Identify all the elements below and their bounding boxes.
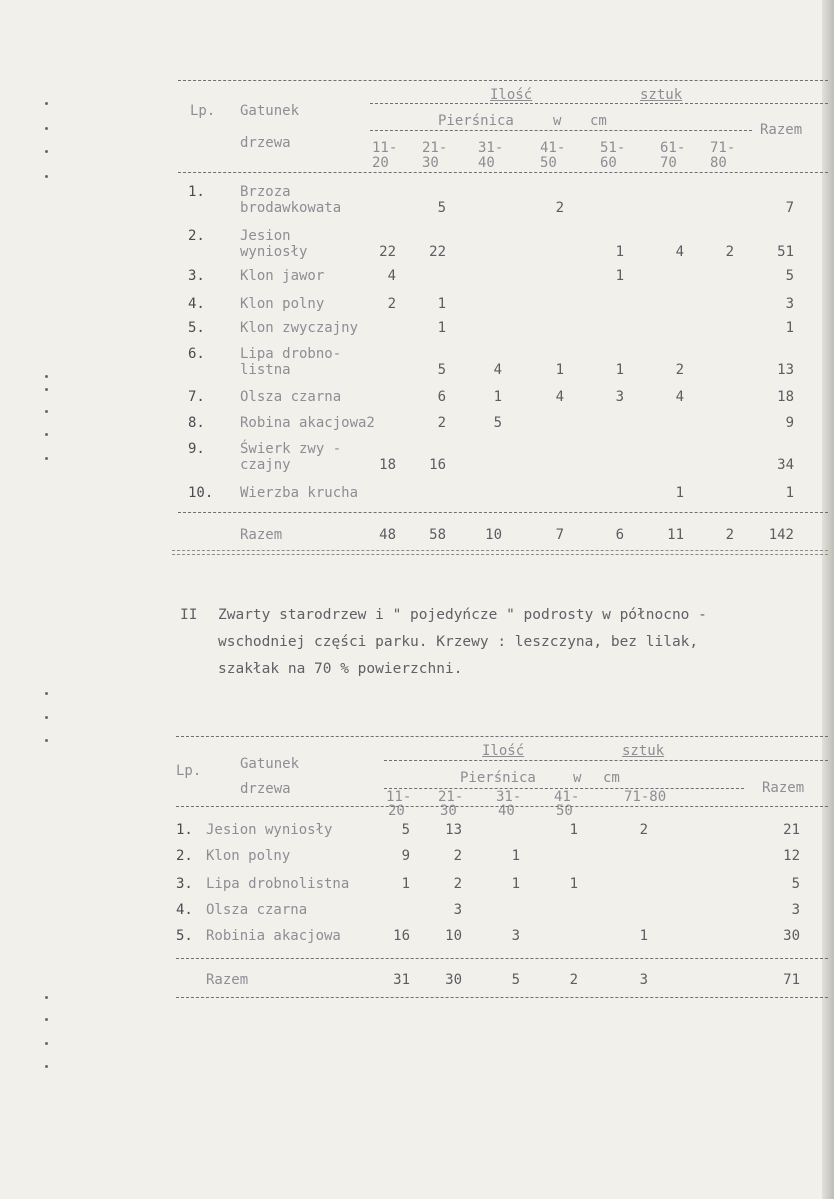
ilosc-header: Ilość bbox=[490, 87, 533, 103]
range-top-label: 31- bbox=[496, 789, 522, 805]
row-lp: 1. bbox=[188, 184, 205, 200]
table-2-end-rule bbox=[176, 997, 828, 998]
row-species: Świerk zwy - bbox=[240, 441, 342, 457]
row-count: 1 bbox=[615, 244, 624, 260]
sum-label: Razem bbox=[206, 972, 249, 988]
double-rule bbox=[172, 550, 828, 551]
row-count: 4 bbox=[675, 389, 684, 405]
row-count: 5 bbox=[401, 822, 410, 838]
row-total: 3 bbox=[791, 902, 800, 918]
punch-mark bbox=[45, 150, 48, 153]
row-species: Lipa drobno- bbox=[240, 346, 342, 362]
drzewa-header: drzewa bbox=[240, 781, 291, 797]
row-species: wyniosły bbox=[240, 244, 308, 260]
range-top-label: 11- bbox=[372, 140, 398, 156]
row-count: 2 bbox=[555, 200, 564, 216]
row-total: 1 bbox=[785, 320, 794, 336]
row-lp: 1. bbox=[176, 822, 193, 838]
punch-mark bbox=[45, 127, 48, 130]
row-species: brodawkowata bbox=[240, 200, 342, 216]
row-total: 21 bbox=[783, 822, 800, 838]
sum-count: 6 bbox=[615, 527, 624, 543]
row-species: Klon zwyczajny bbox=[240, 320, 359, 336]
row-count: 1 bbox=[639, 928, 648, 944]
cm-header: cm bbox=[590, 113, 607, 129]
ilosc-rule bbox=[370, 103, 828, 104]
cm-header: cm bbox=[603, 770, 620, 786]
row-count: 4 bbox=[675, 244, 684, 260]
row-species: Jesion wyniosły bbox=[206, 822, 333, 838]
punch-mark bbox=[45, 716, 48, 719]
range-bottom-label: 20 bbox=[388, 803, 405, 819]
row-species: Klon polny bbox=[240, 296, 325, 312]
punch-mark bbox=[45, 175, 48, 178]
row-species: listna bbox=[240, 362, 291, 378]
table-2-bottom-rule bbox=[176, 958, 828, 959]
range-top-label: 41- bbox=[540, 140, 566, 156]
row-total: 13 bbox=[777, 362, 794, 378]
row-count: 22 bbox=[429, 244, 446, 260]
range-top-label: 21- bbox=[438, 789, 464, 805]
punch-mark bbox=[45, 102, 48, 105]
range-bottom-label: 40 bbox=[478, 155, 495, 171]
row-lp: 9. bbox=[188, 441, 205, 457]
range-bottom-label: 50 bbox=[556, 803, 573, 819]
row-species: Robina akacjowa2 bbox=[240, 415, 375, 431]
range-top-label: 71- bbox=[710, 140, 736, 156]
row-total: 12 bbox=[783, 848, 800, 864]
row-total: 1 bbox=[785, 485, 794, 501]
gatunek-header: Gatunek bbox=[240, 756, 300, 772]
sum-count: 48 bbox=[379, 527, 396, 543]
range-bottom-label: 30 bbox=[422, 155, 439, 171]
range-top-label: 31- bbox=[478, 140, 504, 156]
row-lp: 5. bbox=[176, 928, 193, 944]
row-count: 1 bbox=[437, 296, 446, 312]
row-count: 1 bbox=[615, 268, 624, 284]
row-species: Olsza czarna bbox=[206, 902, 308, 918]
paragraph-line-3: szakłak na 70 % powierzchni. bbox=[218, 661, 463, 677]
punch-mark bbox=[45, 433, 48, 436]
row-lp: 7. bbox=[188, 389, 205, 405]
row-count: 2 bbox=[675, 362, 684, 378]
row-count: 6 bbox=[437, 389, 446, 405]
sum-count: 2 bbox=[569, 972, 578, 988]
row-count: 1 bbox=[675, 485, 684, 501]
row-species: Lipa drobnolistna bbox=[206, 876, 350, 892]
sum-count: 10 bbox=[485, 527, 502, 543]
row-species: Jesion bbox=[240, 228, 291, 244]
row-lp: 2. bbox=[188, 228, 205, 244]
row-count: 4 bbox=[493, 362, 502, 378]
row-total: 5 bbox=[785, 268, 794, 284]
row-count: 2 bbox=[387, 296, 396, 312]
row-count: 10 bbox=[445, 928, 462, 944]
paragraph-line-1: Zwarty starodrzew i " pojedyńcze " podrosty w północno - bbox=[218, 607, 707, 623]
range-top-label: 51- bbox=[600, 140, 626, 156]
row-count: 1 bbox=[569, 876, 578, 892]
drzewa-header: drzewa bbox=[240, 135, 291, 151]
row-species: Klon jawor bbox=[240, 268, 325, 284]
sum-count: 31 bbox=[393, 972, 410, 988]
row-count: 3 bbox=[511, 928, 520, 944]
punch-mark bbox=[45, 375, 48, 378]
row-total: 9 bbox=[785, 415, 794, 431]
row-species: Wierzba krucha bbox=[240, 485, 359, 501]
table-2-header-rule bbox=[176, 806, 828, 807]
sum-count: 7 bbox=[555, 527, 564, 543]
row-lp: 3. bbox=[176, 876, 193, 892]
sum-count: 11 bbox=[667, 527, 684, 543]
razem-header: Razem bbox=[760, 122, 803, 138]
punch-mark bbox=[45, 1018, 48, 1021]
range-top-label: 61- bbox=[660, 140, 686, 156]
row-count: 5 bbox=[437, 362, 446, 378]
row-total: 7 bbox=[785, 200, 794, 216]
row-lp: 6. bbox=[188, 346, 205, 362]
row-total: 3 bbox=[785, 296, 794, 312]
row-lp: 4. bbox=[188, 296, 205, 312]
row-species: czajny bbox=[240, 457, 291, 473]
sum-count: 5 bbox=[511, 972, 520, 988]
row-total: 18 bbox=[777, 389, 794, 405]
row-species: Klon polny bbox=[206, 848, 291, 864]
sum-total: 142 bbox=[768, 527, 794, 543]
row-total: 30 bbox=[783, 928, 800, 944]
row-count: 13 bbox=[445, 822, 462, 838]
range-bottom-label: 80 bbox=[710, 155, 727, 171]
row-count: 22 bbox=[379, 244, 396, 260]
piersnica-header: Pierśnica bbox=[460, 770, 536, 786]
piersnica-header: Pierśnica bbox=[438, 113, 514, 129]
row-count: 2 bbox=[453, 848, 462, 864]
row-lp: 3. bbox=[188, 268, 205, 284]
sztuk-header: sztuk bbox=[640, 87, 683, 103]
gatunek-header: Gatunek bbox=[240, 103, 300, 119]
range-bottom-label: 30 bbox=[440, 803, 457, 819]
ilosc-header: Ilość bbox=[482, 743, 525, 759]
range-top-label: 21- bbox=[422, 140, 448, 156]
range-bottom-label: 70 bbox=[660, 155, 677, 171]
row-count: 2 bbox=[639, 822, 648, 838]
sum-count: 3 bbox=[639, 972, 648, 988]
range-top-label: 71-80 bbox=[624, 789, 667, 805]
row-count: 9 bbox=[401, 848, 410, 864]
punch-mark bbox=[45, 388, 48, 391]
row-lp: 8. bbox=[188, 415, 205, 431]
sum-count: 30 bbox=[445, 972, 462, 988]
row-count: 16 bbox=[429, 457, 446, 473]
w-header: w bbox=[573, 770, 582, 786]
punch-mark bbox=[45, 1042, 48, 1045]
row-count: 1 bbox=[615, 362, 624, 378]
row-count: 1 bbox=[569, 822, 578, 838]
row-count: 1 bbox=[437, 320, 446, 336]
sum-count: 2 bbox=[725, 527, 734, 543]
razem-header: Razem bbox=[762, 780, 805, 796]
sum-label: Razem bbox=[240, 527, 283, 543]
range-bottom-label: 50 bbox=[540, 155, 557, 171]
w-header: w bbox=[553, 113, 562, 129]
range-bottom-label: 20 bbox=[372, 155, 389, 171]
row-count: 1 bbox=[493, 389, 502, 405]
row-lp: 2. bbox=[176, 848, 193, 864]
piersnica-rule bbox=[370, 130, 752, 131]
row-count: 4 bbox=[387, 268, 396, 284]
row-lp: 4. bbox=[176, 902, 193, 918]
row-count: 2 bbox=[453, 876, 462, 892]
punch-mark bbox=[45, 410, 48, 413]
sum-count: 58 bbox=[429, 527, 446, 543]
row-count: 4 bbox=[555, 389, 564, 405]
row-total: 34 bbox=[777, 457, 794, 473]
row-total: 51 bbox=[777, 244, 794, 260]
table-1-header-rule bbox=[178, 172, 828, 173]
punch-mark bbox=[45, 692, 48, 695]
row-count: 16 bbox=[393, 928, 410, 944]
range-bottom-label: 60 bbox=[600, 155, 617, 171]
row-lp: 10. bbox=[188, 485, 214, 501]
row-count: 18 bbox=[379, 457, 396, 473]
row-count: 2 bbox=[725, 244, 734, 260]
sztuk-header: sztuk bbox=[622, 743, 665, 759]
range-top-label: 41- bbox=[554, 789, 580, 805]
row-count: 1 bbox=[511, 876, 520, 892]
row-count: 5 bbox=[437, 200, 446, 216]
lp-header: Lp. bbox=[190, 103, 216, 119]
range-top-label: 11- bbox=[386, 789, 412, 805]
sum-total: 71 bbox=[783, 972, 800, 988]
double-rule bbox=[172, 554, 828, 555]
row-count: 3 bbox=[453, 902, 462, 918]
punch-mark bbox=[45, 1065, 48, 1068]
row-species: Brzoza bbox=[240, 184, 291, 200]
table-1-bottom-rule bbox=[178, 512, 828, 513]
lp-header: Lp. bbox=[176, 763, 202, 779]
row-count: 2 bbox=[437, 415, 446, 431]
punch-mark bbox=[45, 996, 48, 999]
row-count: 1 bbox=[555, 362, 564, 378]
paragraph-line-2: wschodniej części parku. Krzewy : leszczyna, bez lilak, bbox=[218, 634, 699, 650]
table-2-top-rule bbox=[176, 736, 828, 737]
row-count: 1 bbox=[401, 876, 410, 892]
section-number: II bbox=[180, 607, 198, 623]
row-count: 5 bbox=[493, 415, 502, 431]
range-bottom-label: 40 bbox=[498, 803, 515, 819]
row-lp: 5. bbox=[188, 320, 205, 336]
table-1-top-rule bbox=[178, 80, 828, 81]
row-species: Robinia akacjowa bbox=[206, 928, 341, 944]
row-count: 3 bbox=[615, 389, 624, 405]
ilosc-rule bbox=[384, 760, 828, 761]
punch-mark bbox=[45, 457, 48, 460]
page-edge-shadow bbox=[822, 0, 834, 1199]
punch-mark bbox=[45, 739, 48, 742]
row-total: 5 bbox=[791, 876, 800, 892]
row-species: Olsza czarna bbox=[240, 389, 342, 405]
row-count: 1 bbox=[511, 848, 520, 864]
